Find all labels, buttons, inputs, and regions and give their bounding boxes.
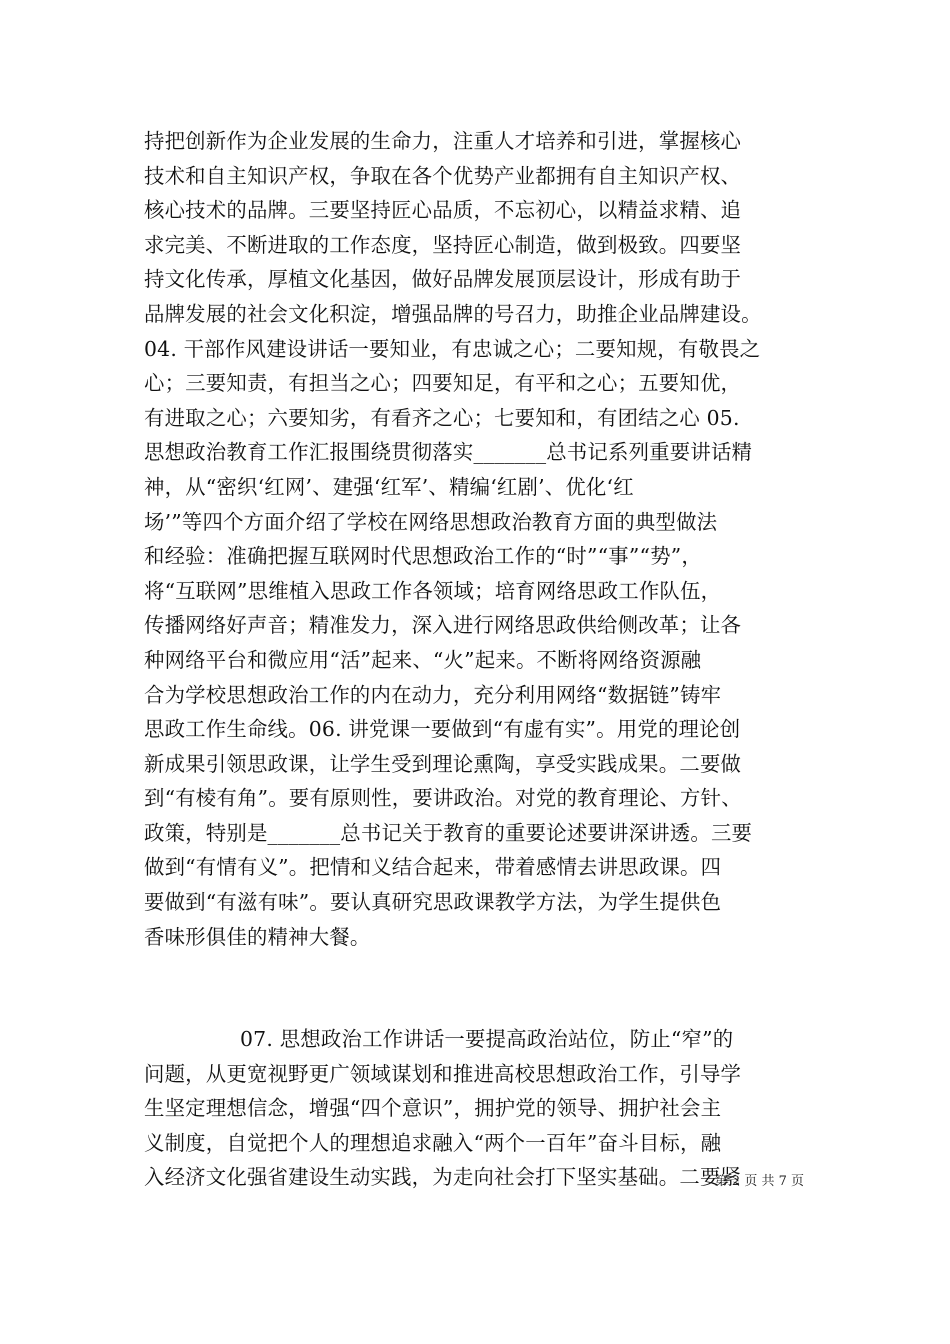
- text-line: 求完美、不断进取的工作态度，坚持匠心制造，做到极致。四要坚: [144, 232, 742, 257]
- text-line: 持文化传承，厚植文化基因，做好品牌发展顶层设计，形成有助于: [144, 267, 742, 292]
- text-line: 新成果引领思政课，让学生受到理论熏陶，享受实践成果。二要做: [144, 751, 742, 776]
- text-line: 思想政治教育工作汇报围绕贯彻落实_______总书记系列重要讲话精: [144, 440, 753, 465]
- text-line: 义制度，自觉把个人的理想追求融入“两个一百年”奋斗目标，融: [144, 1130, 722, 1155]
- text-line: 和经验：准确把握互联网时代思想政治工作的“时”“事”“势”，: [144, 544, 702, 569]
- text-line: 香味形俱佳的精神大餐。: [144, 924, 371, 949]
- text-line: 合为学校思想政治工作的内在动力，充分利用网络“数据链”铸牢: [144, 682, 722, 707]
- text-line: 核心技术的品牌。三要坚持匠心品质，不忘初心，以精益求精、追: [144, 198, 742, 223]
- text-line: 做到“有情有义”。把情和义结合起来，带着感情去讲思政课。四: [144, 855, 722, 880]
- text-line: 将“互联网”思维植入思政工作各领域；培育网络思政工作队伍，: [144, 578, 722, 603]
- text-line: 入经济文化强省建设生动实践，为走向社会打下坚实基础。二要紧: [144, 1165, 742, 1190]
- page-number-footer: 第 2 页 共 7 页: [714, 1174, 804, 1189]
- text-line: 到“有棱有角”。要有原则性，要讲政治。对党的教育理论、方针、: [144, 786, 742, 811]
- text-line: 问题，从更宽视野更广领域谋划和推进高校思想政治工作，引导学: [144, 1061, 742, 1086]
- text-line: 技术和自主知识产权，争取在各个优势产业都拥有自主知识产权、: [144, 163, 742, 188]
- text-line: 04. 干部作风建设讲话一要知业，有忠诚之心；二要知规，有敬畏之: [144, 336, 761, 361]
- text-line: 心；三要知责，有担当之心；四要知足，有平和之心；五要知优，: [144, 371, 742, 396]
- paragraph-block-1: [144, 124, 812, 954]
- text-line-indented: 07. 思想政治工作讲话一要提高政治站位，防止“窄”的: [240, 1027, 734, 1051]
- text-line: 种网络平台和微应用“活”起来、“火”起来。不断将网络资源融: [144, 647, 702, 672]
- text-line: 持把创新作为企业发展的生命力，注重人才培养和引进，掌握核心: [144, 129, 742, 153]
- paragraph-block-2: [144, 1022, 812, 1195]
- text-line: 神，从“密织‘红网’、建强‘红军’、精编‘红剧’、优化‘红: [144, 474, 634, 499]
- text-line: 生坚定理想信念，增强“四个意识”，拥护党的领导、拥护社会主: [144, 1096, 722, 1121]
- text-line: 有进取之心；六要知劣，有看齐之心；七要知和，有团结之心 05.: [144, 405, 740, 430]
- text-line: 政策，特别是_______总书记关于教育的重要论述要讲深讲透。三要: [144, 820, 753, 845]
- text-line: 品牌发展的社会文化积淀，增强品牌的号召力，助推企业品牌建设。: [144, 301, 762, 326]
- text-line: 思政工作生命线。06. 讲党课一要做到“有虚有实”。用党的理论创: [144, 717, 741, 742]
- text-line: 场’”等四个方面介绍了学校在网络思想政治教育方面的典型做法: [144, 509, 718, 534]
- text-line: 要做到“有滋有味”。要认真研究思政课教学方法，为学生提供色: [144, 890, 722, 915]
- text-line: 传播网络好声音；精准发力，深入进行网络思政供给侧改革；让各: [144, 613, 742, 638]
